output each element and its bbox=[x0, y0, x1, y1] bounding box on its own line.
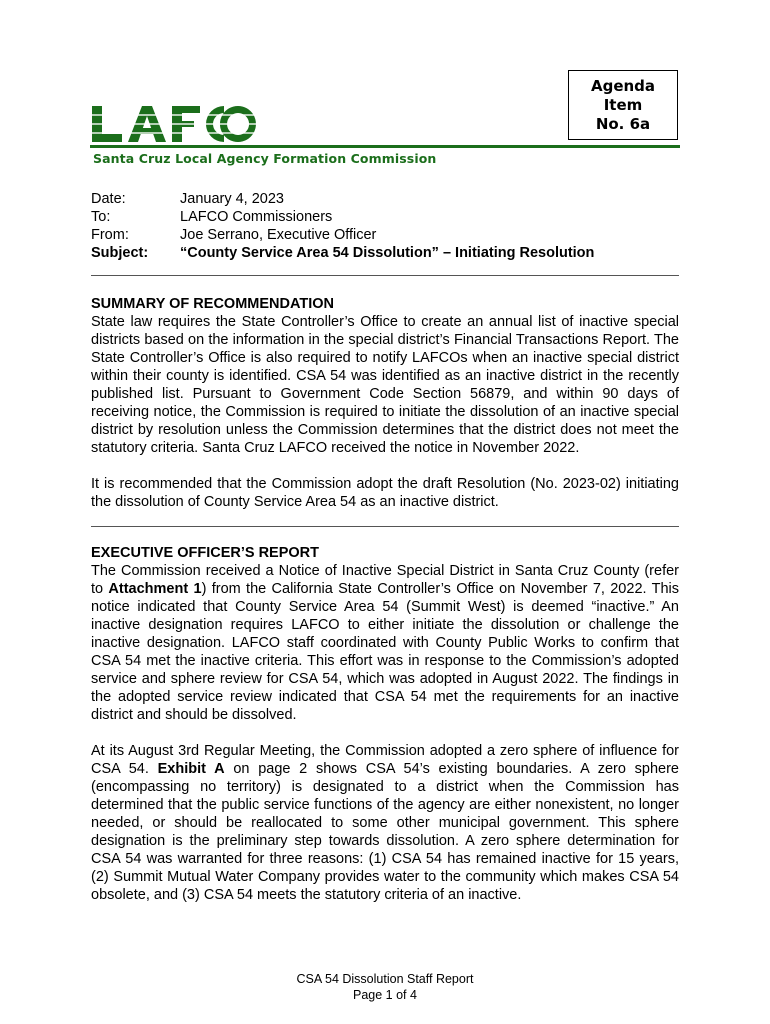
from-value: Joe Serrano, Executive Officer bbox=[180, 227, 377, 243]
memo-subject-row bbox=[91, 244, 594, 262]
memo-header bbox=[91, 190, 594, 262]
to-label: To: bbox=[91, 209, 111, 225]
agenda-line-1: Agenda bbox=[590, 77, 656, 95]
organization-name: Santa Cruz Local Agency Formation Commission bbox=[93, 151, 437, 166]
memo-from-row bbox=[91, 226, 594, 244]
divider-middle bbox=[91, 526, 679, 527]
report-paragraph-2 bbox=[91, 742, 679, 904]
report-heading: EXECUTIVE OFFICER’S REPORT bbox=[91, 545, 319, 561]
summary-section bbox=[91, 295, 679, 511]
page-footer bbox=[0, 971, 770, 1003]
agenda-line-2: Item bbox=[603, 96, 643, 114]
agenda-item-box bbox=[568, 70, 678, 140]
to-value: LAFCO Commissioners bbox=[180, 209, 333, 225]
report-p2-text-a: At its August 3rd Regular Meeting, the Commission adopted a zero sphere of influence for CSA 54. bbox=[91, 743, 679, 777]
agenda-line-3: No. 6a bbox=[595, 115, 651, 133]
summary-heading: SUMMARY OF RECOMMENDATION bbox=[91, 296, 335, 312]
summary-paragraph-1: State law requires the State Controller’s Office to create an annual list of inactive special districts based on the information in the special district’s Financial Transactions Report. The State Controller’s Office is also required to notify LAFCOs when an inactive special district within their county is identified. CSA 54 was identified as an inactive district in the recently published list. Pursuant to Government Code Section 56879, and within 90 days of receiving notice, the Commission is required to initiate the dissolution of an inactive special district by resolution unless the Commission determines that the district does not meet the statutory criteria. Santa Cruz LAFCO received the notice in November 2022. bbox=[91, 314, 679, 456]
report-paragraph-1 bbox=[91, 562, 679, 724]
memo-date-row bbox=[91, 190, 594, 208]
footer-title: CSA 54 Dissolution Staff Report bbox=[296, 972, 474, 986]
report-section bbox=[91, 544, 679, 904]
divider-top bbox=[91, 275, 679, 276]
memo-to-row bbox=[91, 208, 594, 226]
exhibit-a-reference: Exhibit A bbox=[157, 761, 225, 777]
subject-label: Subject: bbox=[91, 245, 149, 261]
footer-page-number: Page 1 of 4 bbox=[353, 988, 417, 1002]
lafco-logo bbox=[90, 104, 258, 144]
subject-value: “County Service Area 54 Dissolution” – Initiating Resolution bbox=[180, 245, 595, 261]
report-p1-text-a: The Commission received a Notice of Inactive Special District in Santa Cruz County (refer to bbox=[91, 563, 679, 597]
report-p1-text-b: ) from the California State Controller’s Office on November 7, 2022. This notice indicated that County Service Area 54 (Summit West) is deemed “inactive.” An inactive designation requires LAFCO to either initiate the dissolution or challenge the inactive designation. LAFCO staff coordinated with County Public Works to confirm that CSA 54 met the inactive criteria. This effort was in response to the Commission’s adopted service and sphere review for CSA 54, which was adopted in August 2022. The findings in the adopted service review indicated that CSA 54 met the requirements for an inactive district and should be dissolved. bbox=[91, 581, 679, 723]
report-p2-text-b: on page 2 shows CSA 54’s existing boundaries. A zero sphere (encompassing no territory) is designated to a district when the Commission has determined that the public service functions of the agency are either nonexistent, no longer needed, or should be reallocated to some other municipal government. This sphere designation is the preliminary step towards dissolution. A zero sphere determination for CSA 54 was warranted for three reasons: (1) CSA 54 has remained inactive for 15 years, (2) Summit Mutual Water Company provides water to the community which makes CSA 54 obsolete, and (3) CSA 54 meets the statutory criteria of an inactive. bbox=[91, 761, 679, 903]
summary-paragraph-2: It is recommended that the Commission adopt the draft Resolution (No. 2023-02) initiating the dissolution of County Service Area 54 as an inactive district. bbox=[91, 476, 679, 510]
attachment-1-reference: Attachment 1 bbox=[108, 581, 202, 597]
date-value: January 4, 2023 bbox=[180, 191, 284, 207]
header-divider bbox=[90, 145, 680, 148]
from-label: From: bbox=[91, 227, 129, 243]
date-label: Date: bbox=[91, 191, 126, 207]
